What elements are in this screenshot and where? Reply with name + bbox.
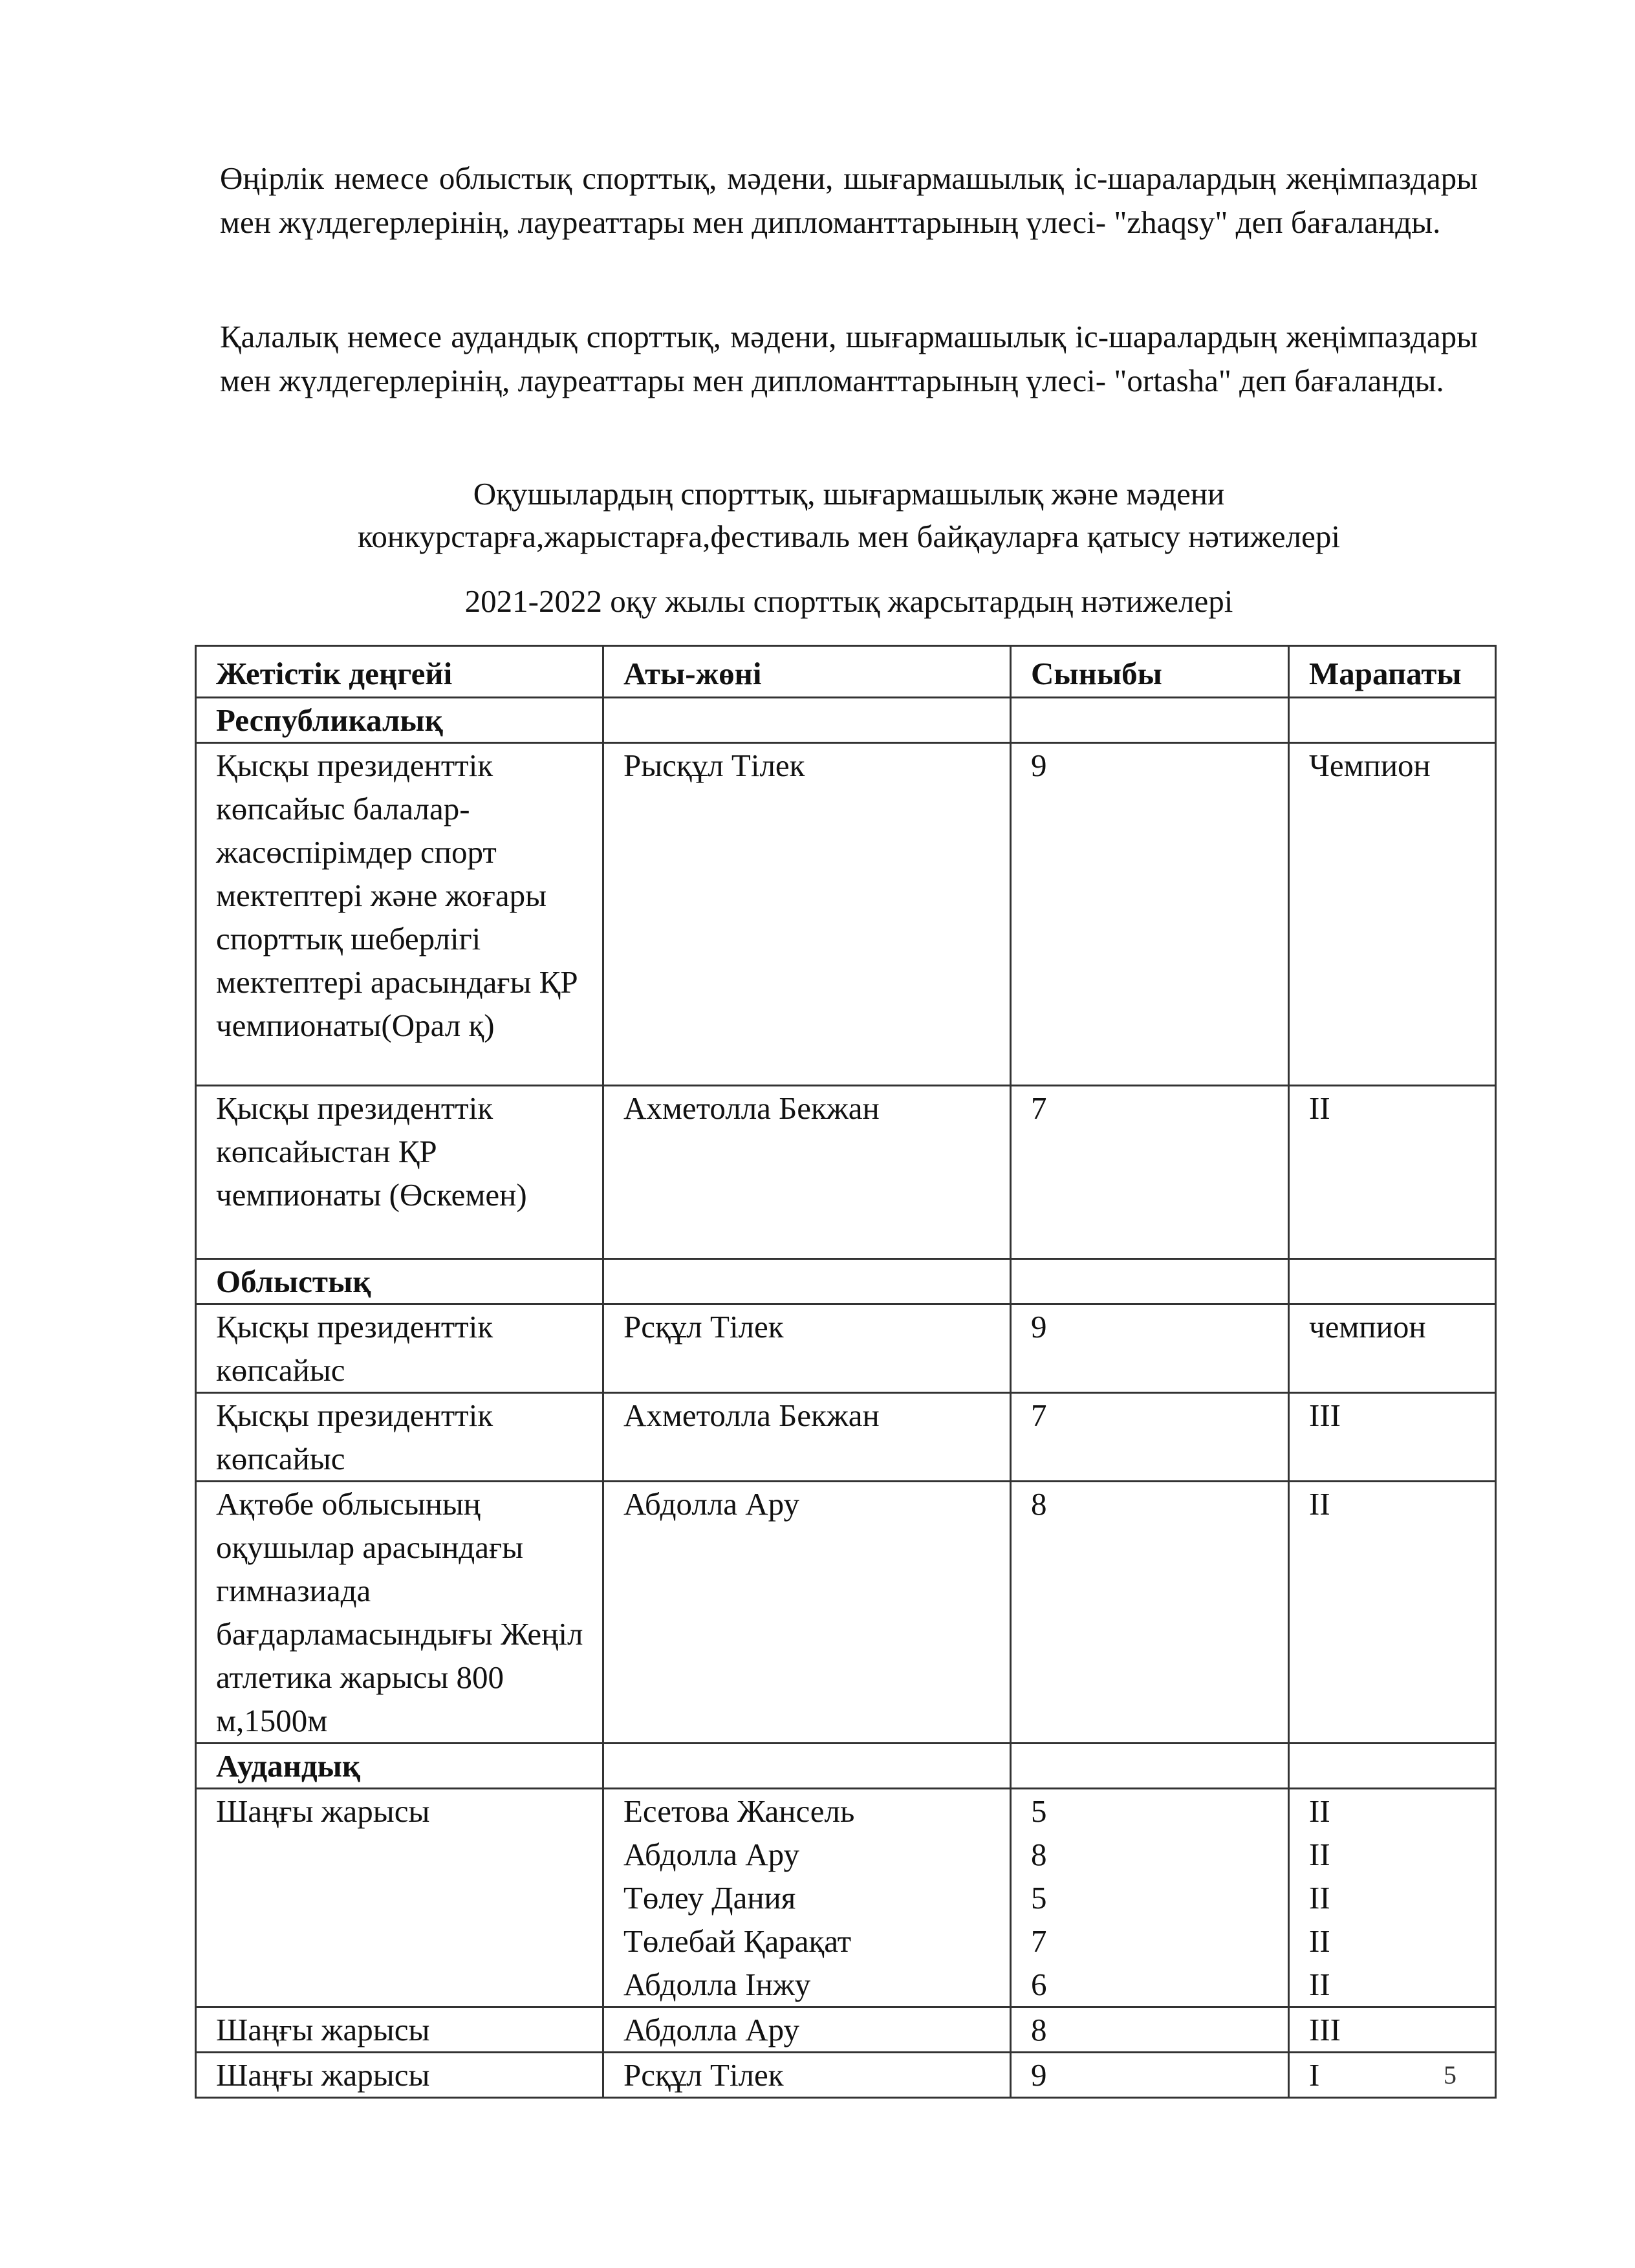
participant-grade: 7 [1031, 1923, 1047, 1959]
section-title: Аудандық [196, 1744, 603, 1789]
participant-name: Абдолла Ару [623, 1837, 800, 1872]
grade-cell: 7 [1011, 1086, 1289, 1259]
section-heading-line-2: конкурстарға,жарыстарға,фестиваль мен байқауларға қатысу нәтижелері [358, 519, 1340, 554]
participant-name: Есетова Жансель [623, 1793, 855, 1829]
participant-award: II [1309, 1837, 1330, 1872]
participant-name: Төлеу Дания [623, 1880, 796, 1916]
name-cell: Рсқұл Тілек [603, 1304, 1011, 1393]
intro-paragraph-district: Қалалық немесе аудандық спорттық, мәдени, шығармашылық іс-шаралардың жеңімпаздары мен жүлдегерлерінің, лауреаттары мен дипломанттарының үлесі- "ortasha" деп бағаланды. [220, 319, 1478, 398]
participant-grade: 5 [1031, 1880, 1047, 1916]
award-cell: I [1289, 2053, 1496, 2098]
grades-cell [1011, 1789, 1289, 2007]
award-cell: III [1289, 1393, 1496, 1482]
awards-cell [1289, 1789, 1496, 2007]
participant-award: II [1309, 1880, 1330, 1916]
header-grade: Сыныбы [1011, 646, 1289, 698]
name-cell: Абдолла Ару [603, 1482, 1011, 1744]
page-number: 5 [1444, 2060, 1456, 2090]
table-row [196, 1086, 1496, 1259]
event-cell: Қысқы президенттік көпсайыстан ҚР чемпионаты (Өскемен) [196, 1086, 603, 1259]
grade-cell: 9 [1011, 1304, 1289, 1393]
grade-cell: 9 [1011, 743, 1289, 1086]
intro-paragraph-regional: Өңірлік немесе облыстық спорттық, мәдени, шығармашылық іс-шаралардың жеңімпаздары мен жүлдегерлерінің, лауреаттары мен дипломанттарының үлесі- "zhaqsy" деп бағаланды. [220, 160, 1478, 240]
name-cell: Абдолла Ару [603, 2007, 1011, 2053]
section-row-regional [196, 1259, 1496, 1304]
header-award: Марапаты [1289, 646, 1496, 698]
name-cell: Ахметолла Бекжан [603, 1086, 1011, 1259]
event-cell: Ақтөбе облысының оқушылар арасындағы гимназиада бағдарламасындығы Жеңіл атлетика жарысы 800 м,1500м [196, 1482, 603, 1744]
table-row [196, 1304, 1496, 1393]
event-cell: Қысқы президенттік көпсайыс [196, 1393, 603, 1482]
participant-name: Абдолла Інжу [623, 1967, 811, 2002]
name-cell: Рысқұл Тілек [603, 743, 1011, 1086]
participant-grade: 6 [1031, 1967, 1047, 2002]
table-row [196, 1482, 1496, 1744]
table-row [196, 2007, 1496, 2053]
event-cell: Қысқы президенттік көпсайыс балалар-жасөспірімдер спорт мектептері және жоғары спорттық шеберлігі мектептері арасындағы ҚР чемпионаты(Орал қ) [196, 743, 603, 1086]
section-row-district [196, 1744, 1496, 1789]
award-cell: III [1289, 2007, 1496, 2053]
participant-name: Төлебай Қарақат [623, 1923, 852, 1959]
header-name: Аты-жөні [603, 646, 1011, 698]
award-cell: чемпион [1289, 1304, 1496, 1393]
event-cell: Қысқы президенттік көпсайыс [196, 1304, 603, 1393]
section-title: Облыстық [196, 1259, 603, 1304]
section-row-republican [196, 698, 1496, 743]
table-row [196, 2053, 1496, 2098]
grade-cell: 9 [1011, 2053, 1289, 2098]
section-heading-line-1: Оқушылардың спорттық, шығармашылық және мәдени [473, 476, 1225, 512]
event-cell: Шаңғы жарысы [196, 2053, 603, 2098]
table-row [196, 743, 1496, 1086]
award-cell: II [1289, 1482, 1496, 1744]
participant-grade: 5 [1031, 1793, 1047, 1829]
participant-award: II [1309, 1923, 1330, 1959]
table-header-row [196, 646, 1496, 698]
event-cell: Шаңғы жарысы [196, 1789, 603, 2007]
award-cell: Чемпион [1289, 743, 1496, 1086]
section-title: Республикалық [196, 698, 603, 743]
names-cell [603, 1789, 1011, 2007]
grade-cell: 7 [1011, 1393, 1289, 1482]
name-cell: Ахметолла Бекжан [603, 1393, 1011, 1482]
award-cell: II [1289, 1086, 1496, 1259]
grade-cell: 8 [1011, 1482, 1289, 1744]
participant-award: II [1309, 1793, 1330, 1829]
results-table [195, 645, 1497, 2099]
name-cell: Рсқұл Тілек [603, 2053, 1011, 2098]
header-level: Жетістік деңгейі [196, 646, 603, 698]
table-subtitle: 2021-2022 оқу жылы спорттық жарсытардың нәтижелері [464, 583, 1233, 619]
participant-grade: 8 [1031, 1837, 1047, 1872]
event-cell: Шаңғы жарысы [196, 2007, 603, 2053]
table-row [196, 1393, 1496, 1482]
table-row [196, 1789, 1496, 2007]
grade-cell: 8 [1011, 2007, 1289, 2053]
participant-award: II [1309, 1967, 1330, 2002]
